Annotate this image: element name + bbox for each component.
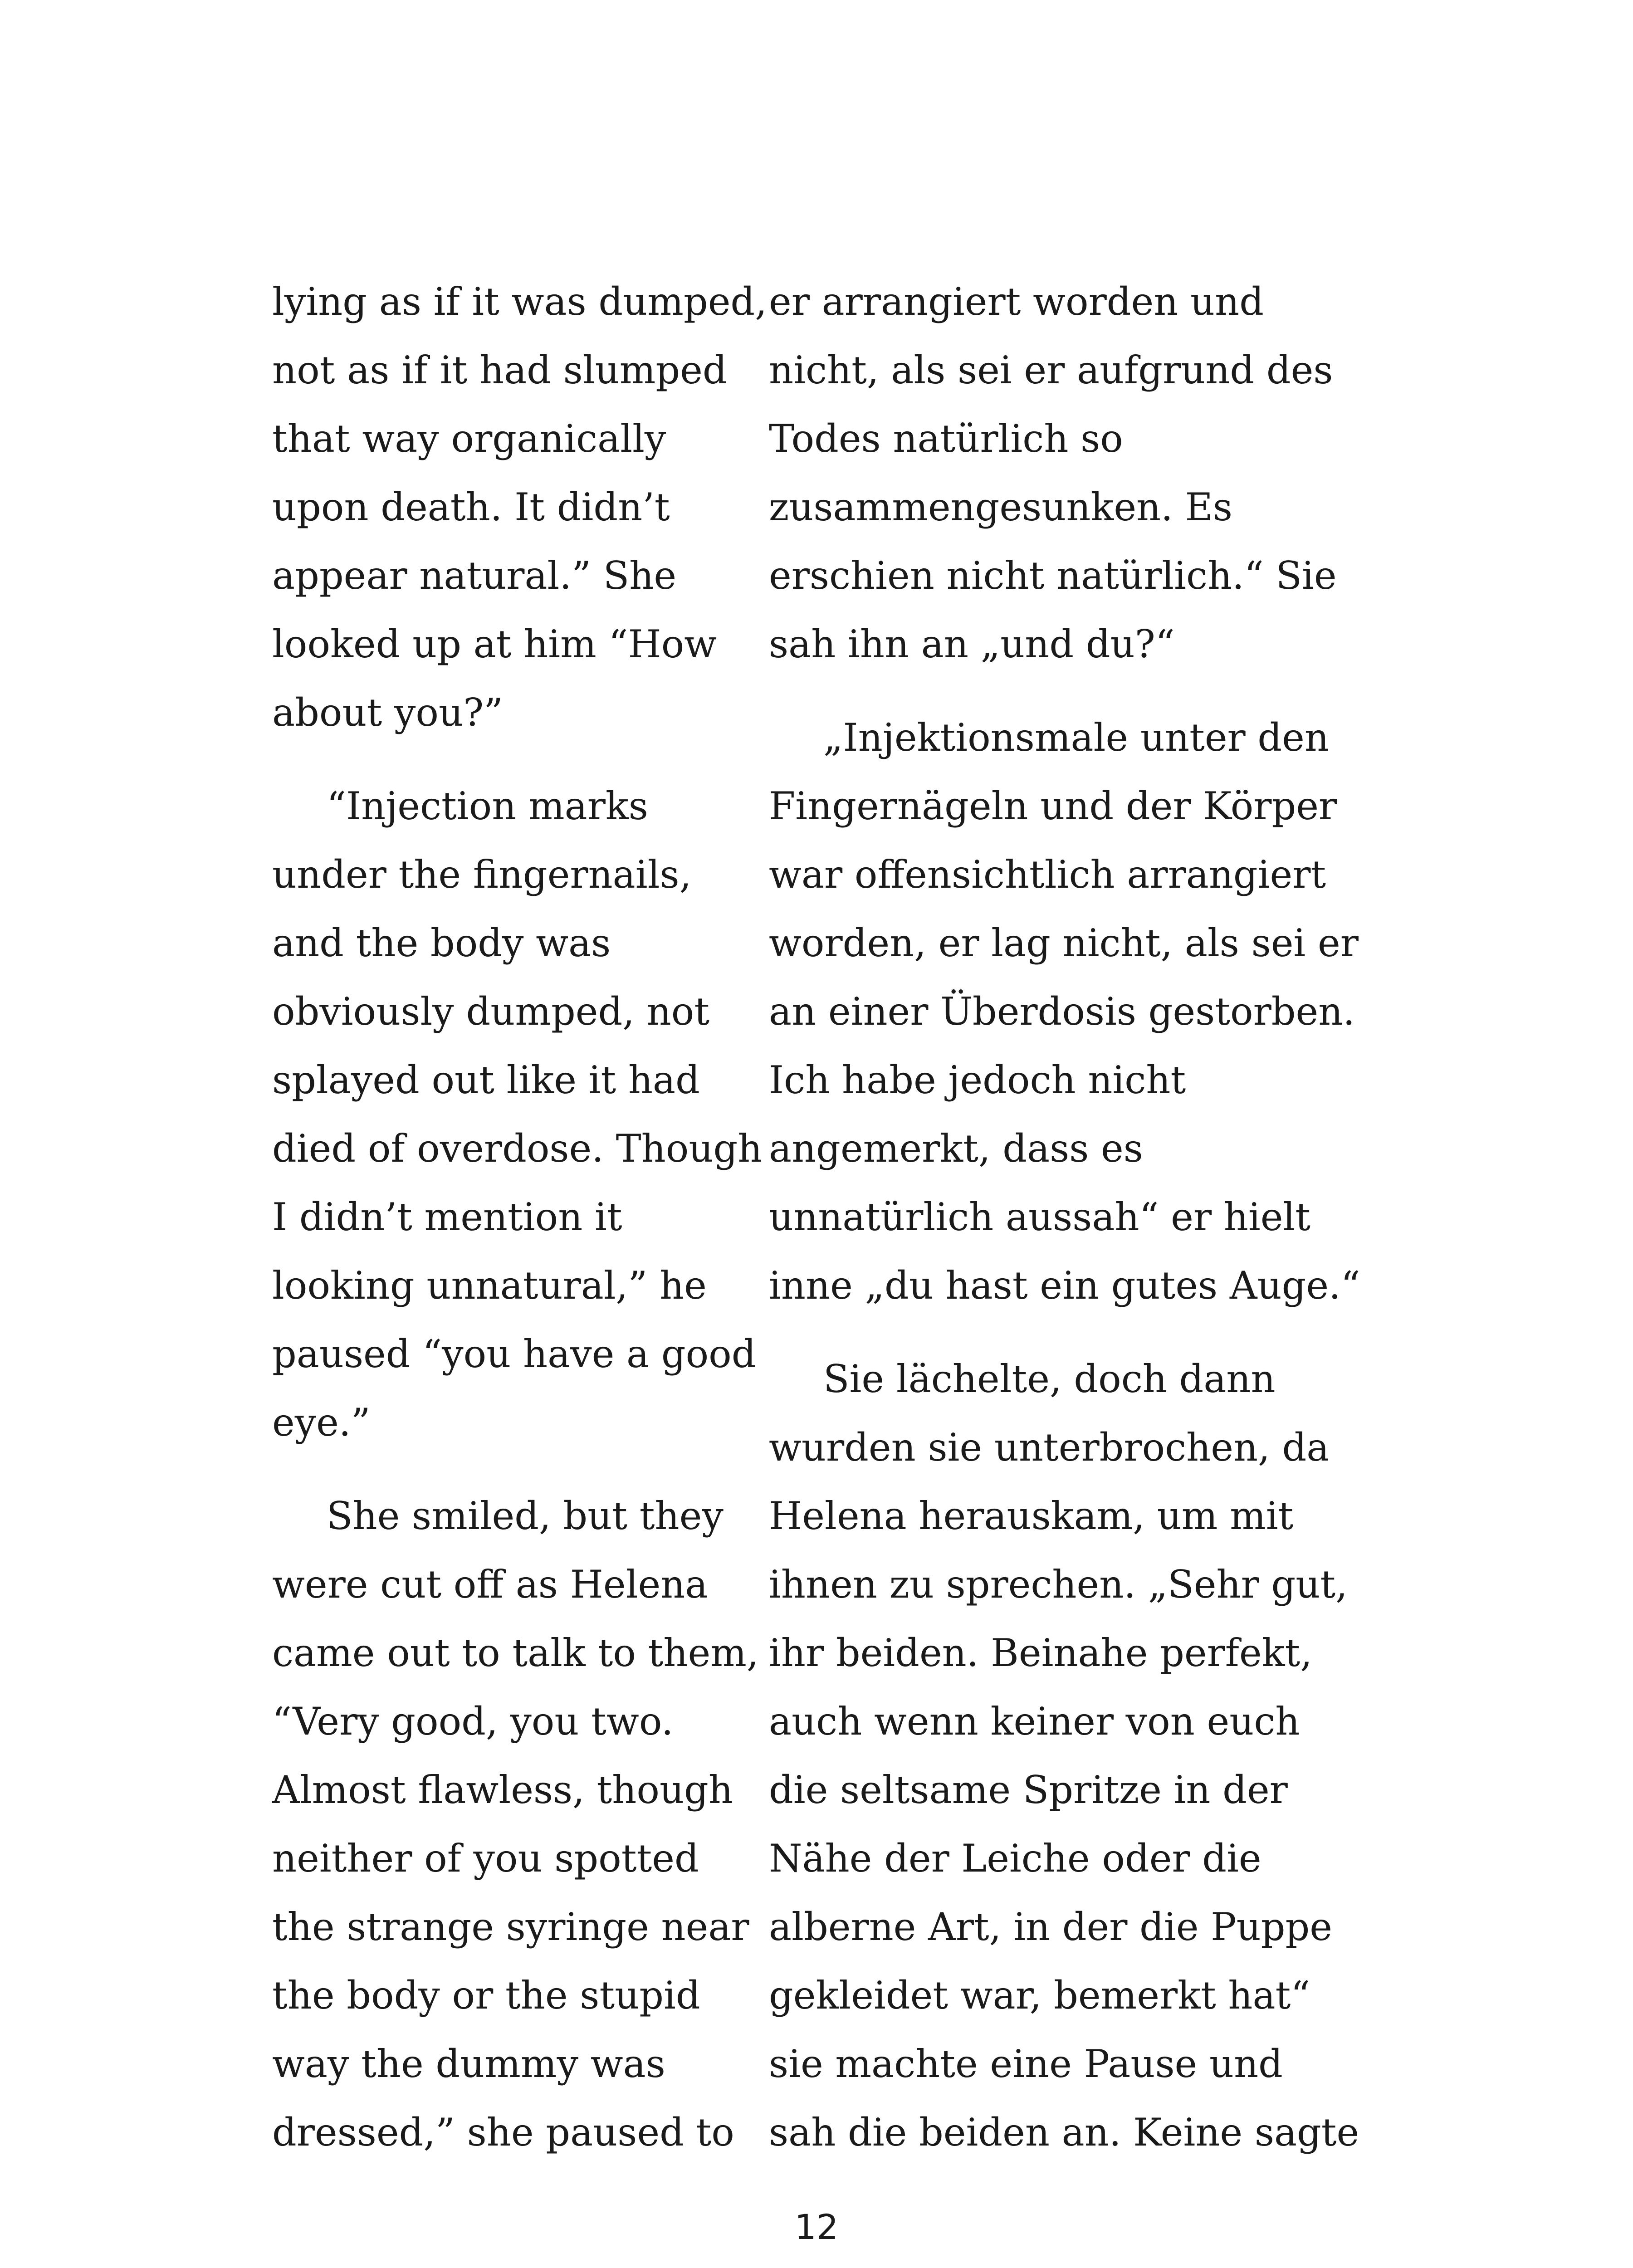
text-line: worden, er lag nicht, als sei er	[769, 921, 1359, 965]
text-line: Almost flawless, though	[272, 1768, 733, 1812]
text-line: angemerkt, dass es	[769, 1126, 1143, 1171]
text-line: “Injection marks	[327, 784, 648, 828]
left-column	[272, 268, 794, 2192]
text-line: wurden sie unterbrochen, da	[769, 1425, 1330, 1470]
text-line: about you?”	[272, 690, 504, 735]
text-line: an einer Überdosis gestorben.	[769, 989, 1355, 1034]
text-line: paused “you have a good	[272, 1332, 756, 1376]
text-line: sah ihn an „und du?“	[769, 622, 1175, 666]
text-line: er arrangiert worden und	[769, 279, 1264, 324]
text-line: were cut off as Helena	[272, 1562, 708, 1607]
text-line: under the fingernails,	[272, 852, 692, 897]
text-line: not as if it had slumped	[272, 348, 727, 392]
text-line: inne „du hast ein gutes Auge.“	[769, 1263, 1360, 1308]
text-line: sie machte eine Pause und	[769, 2042, 1283, 2086]
text-line: ihnen zu sprechen. „Sehr gut,	[769, 1562, 1348, 1607]
text-line: obviously dumped, not	[272, 989, 710, 1034]
text-line: Nähe der Leiche oder die	[769, 1836, 1261, 1881]
text-line: came out to talk to them,	[272, 1631, 759, 1675]
left-paragraph-1	[272, 268, 794, 747]
text-line: Fingernägeln und der Körper	[769, 784, 1337, 828]
right-paragraph-3	[769, 1345, 1359, 2167]
text-line: unnatürlich aussah“ er hielt	[769, 1195, 1311, 1239]
text-line: the body or the stupid	[272, 1973, 700, 2018]
text-line: gekleidet war, bemerkt hat“	[769, 1973, 1310, 2018]
right-paragraph-1	[769, 268, 1337, 679]
text-line: nicht, als sei er aufgrund des	[769, 348, 1333, 392]
text-line: ihr beiden. Beinahe perfekt,	[769, 1631, 1312, 1675]
text-line: way the dummy was	[272, 2042, 665, 2086]
text-line: erschien nicht natürlich.“ Sie	[769, 553, 1337, 598]
text-line: looking unnatural,” he	[272, 1263, 707, 1308]
text-line: zusammengesunken. Es	[769, 485, 1232, 529]
text-line: Helena herauskam, um mit	[769, 1494, 1294, 1538]
left-paragraph-2	[272, 772, 794, 1457]
right-paragraph-2	[769, 704, 1360, 1320]
text-line: appear natural.” She	[272, 553, 677, 598]
text-line: and the body was	[272, 921, 611, 965]
text-line: She smiled, but they	[327, 1494, 724, 1538]
page-number: 12	[794, 2207, 839, 2247]
text-line: eye.”	[272, 1400, 371, 1445]
text-line: that way organically	[272, 416, 666, 461]
text-line: looked up at him “How	[272, 622, 717, 666]
text-line: lying as if it was dumped,	[272, 279, 767, 324]
text-line: “Very good, you two.	[272, 1699, 674, 1744]
text-line: dressed,” she paused to	[272, 2110, 734, 2155]
text-line: the strange syringe near	[272, 1905, 749, 1949]
text-line: „Injektionsmale unter den	[823, 715, 1329, 760]
text-line: splayed out like it had	[272, 1058, 700, 1102]
text-line: sah die beiden an. Keine sagte	[769, 2110, 1359, 2155]
text-line: war offensichtlich arrangiert	[769, 852, 1326, 897]
text-line: alberne Art, in der die Puppe	[769, 1905, 1332, 1949]
text-line: upon death. It didn’t	[272, 485, 670, 529]
text-line: Todes natürlich so	[769, 416, 1123, 461]
text-line: auch wenn keiner von euch	[769, 1699, 1300, 1744]
text-line: neither of you spotted	[272, 1836, 699, 1881]
text-line: I didn’t mention it	[272, 1195, 622, 1239]
left-paragraph-3	[272, 1482, 794, 2167]
text-line: die seltsame Spritze in der	[769, 1768, 1288, 1812]
text-line: died of overdose. Though	[272, 1126, 763, 1171]
right-column	[769, 268, 1360, 2192]
text-line: Ich habe jedoch nicht	[769, 1058, 1186, 1102]
text-line: Sie lächelte, doch dann	[823, 1357, 1276, 1401]
